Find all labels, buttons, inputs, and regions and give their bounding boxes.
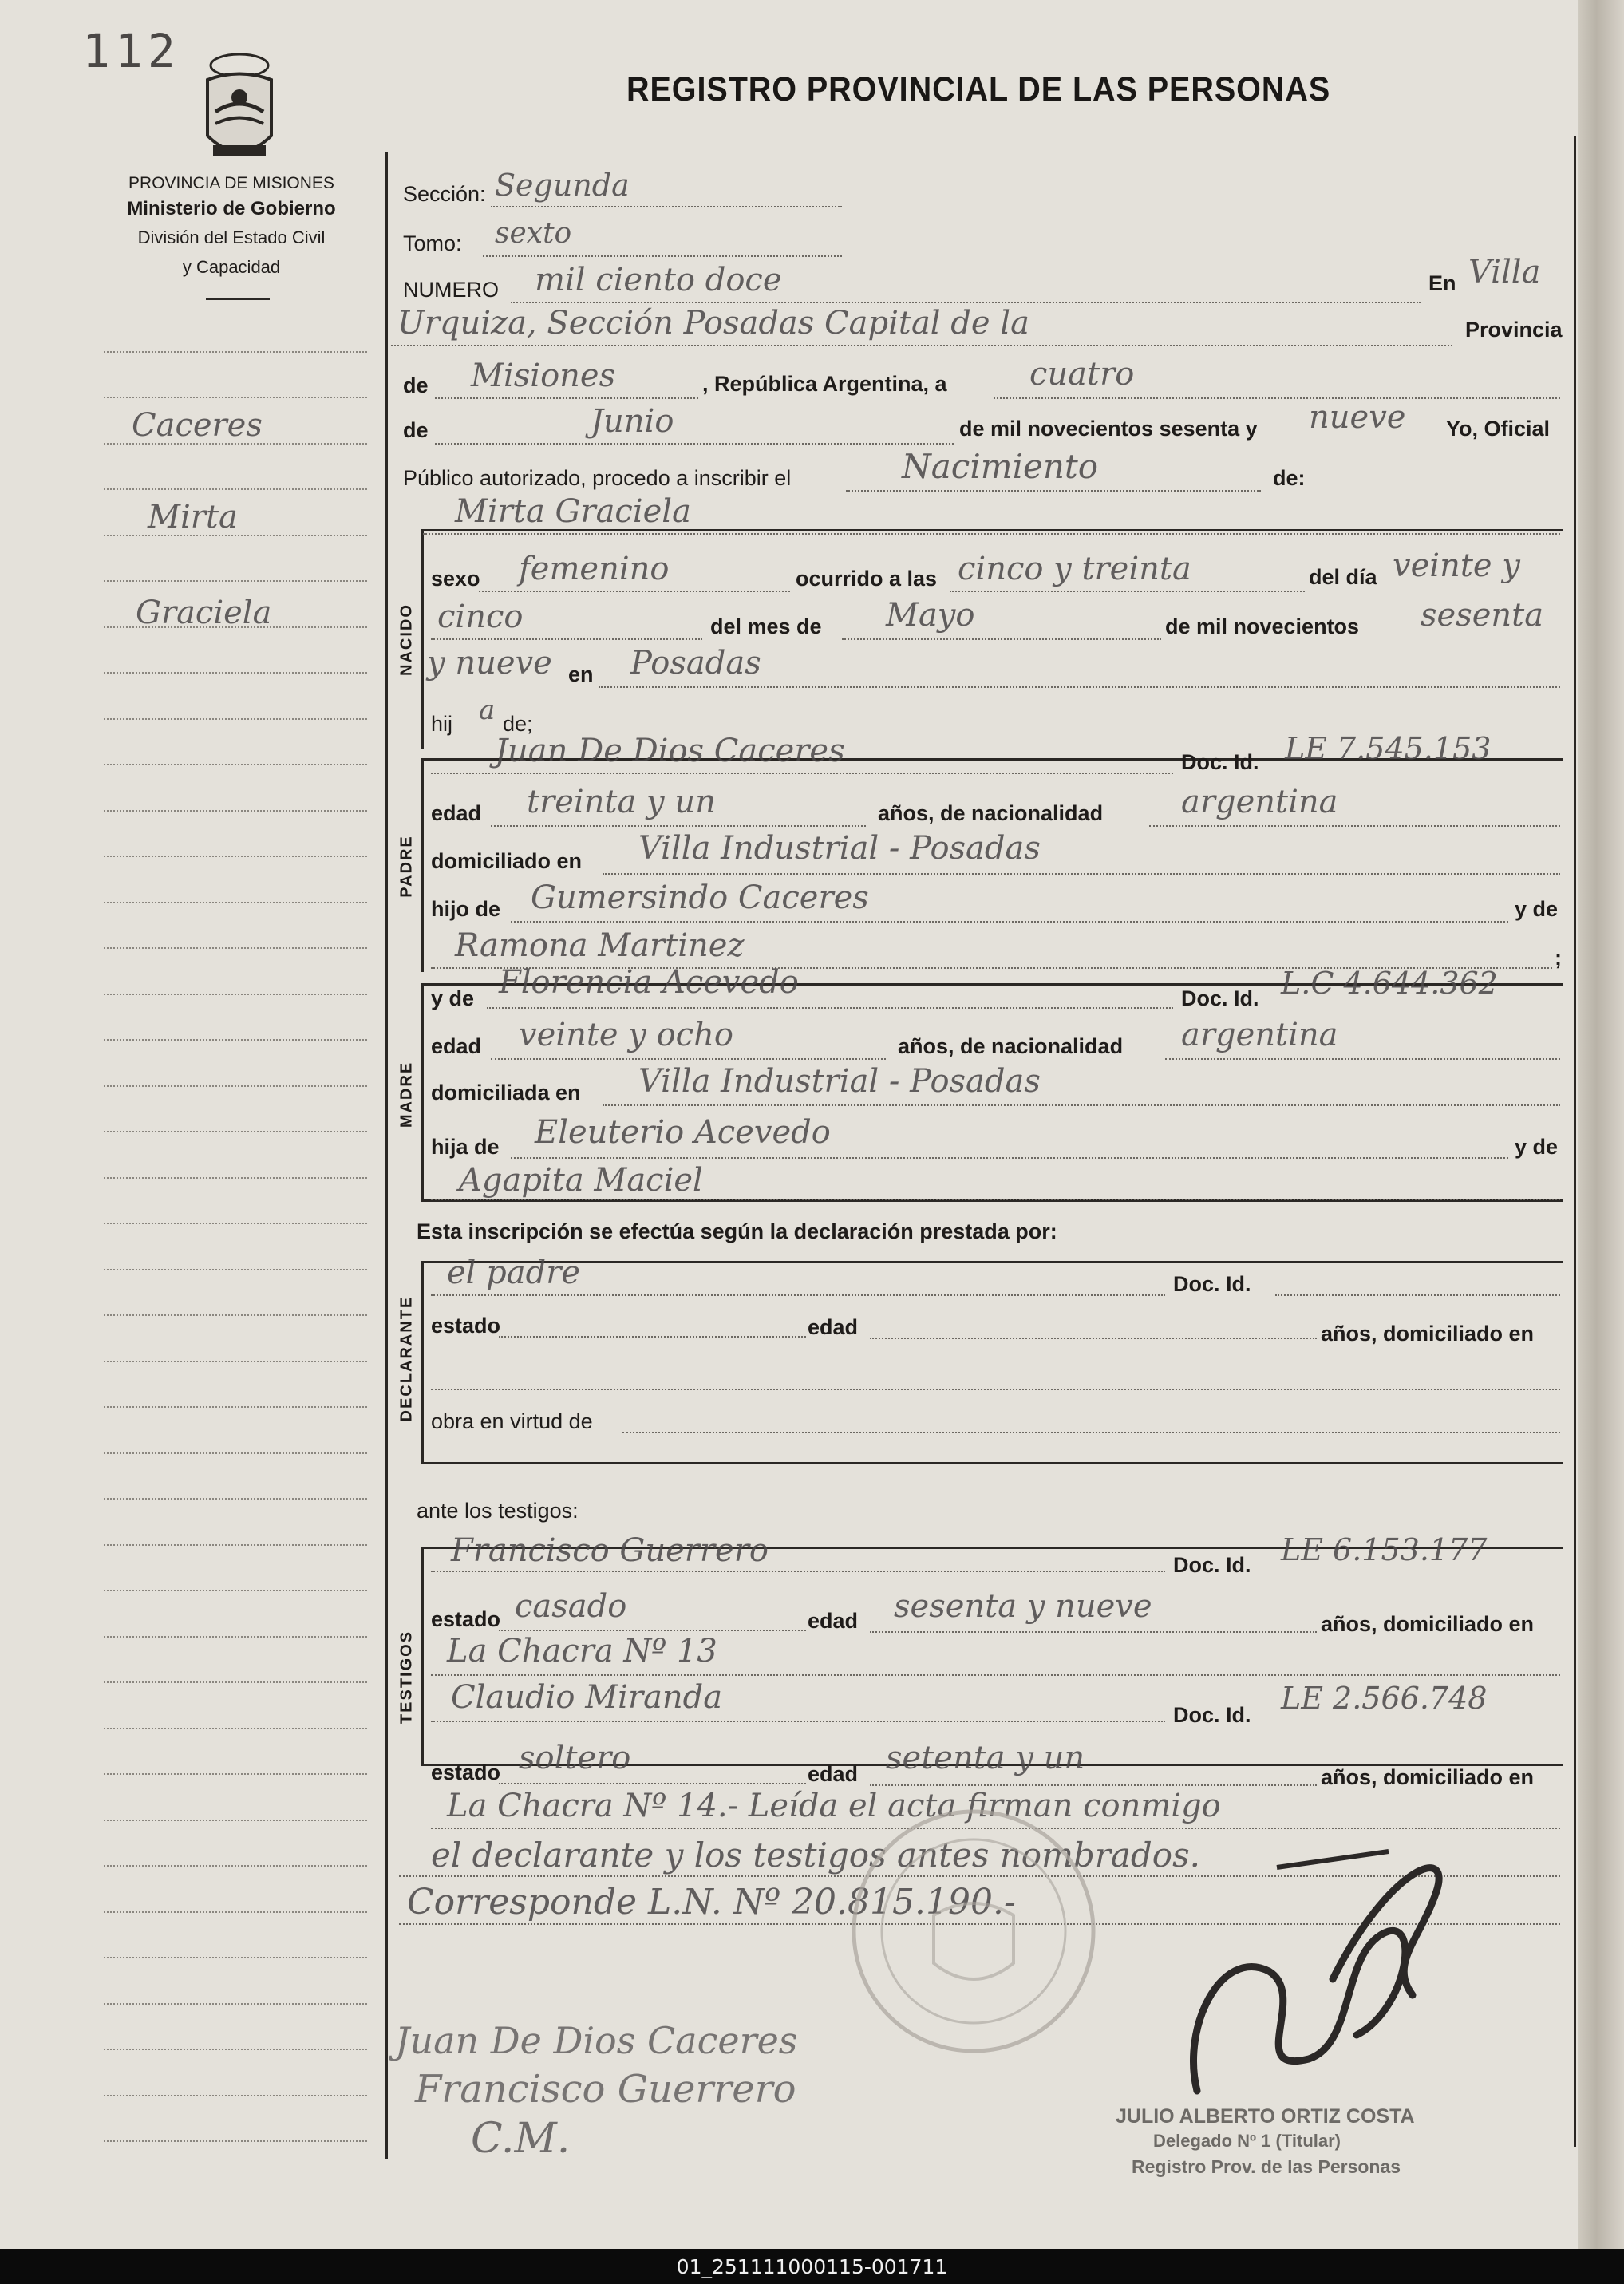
margin-line xyxy=(104,2140,367,2142)
numero-value: mil ciento doce xyxy=(535,262,782,298)
seccion-line xyxy=(491,206,842,207)
anio-1-value: sesenta xyxy=(1421,597,1544,634)
divider xyxy=(206,298,270,300)
madre-nac-label: años, de nacionalidad xyxy=(898,1034,1124,1058)
place-value: Urquiza, Sección Posadas Capital de la xyxy=(397,305,1029,342)
padre-y-de-label: y de xyxy=(1515,897,1559,921)
margin-line xyxy=(104,718,367,720)
madre-y-de-label-2: y de xyxy=(1515,1135,1559,1159)
nacido-mil-label: de mil novecientos xyxy=(1165,614,1360,638)
mil-label: de mil novecientos sesenta y xyxy=(959,417,1258,441)
place-line xyxy=(391,345,1452,346)
madre-doc-value: L.C 4.644.362 xyxy=(1281,966,1498,1001)
margin-line xyxy=(104,1452,367,1454)
margin-line xyxy=(104,580,367,582)
declarante-edad-line xyxy=(870,1338,1317,1339)
madre-doc-label: Doc. Id. xyxy=(1181,986,1259,1010)
nombre-value: Mirta Graciela xyxy=(455,493,691,530)
sexo-value: femenino xyxy=(519,551,670,587)
margin-note-first-name: Mirta xyxy=(148,499,238,535)
de-label: de xyxy=(403,373,429,397)
declarante-doc-line xyxy=(1275,1294,1560,1296)
padre-semicolon: ; xyxy=(1555,946,1562,970)
province-value: Misiones xyxy=(471,358,616,394)
en-label: En xyxy=(1428,271,1456,295)
nombre-line xyxy=(423,533,1560,535)
padre-edad-line xyxy=(491,825,866,827)
en-value: Villa xyxy=(1468,254,1541,290)
madre-side-label: MADRE xyxy=(397,1061,416,1128)
seccion-label: Sección: xyxy=(403,182,486,206)
t1-domicilio-line xyxy=(431,1674,1560,1676)
t1-doc-value: LE 6.153.177 xyxy=(1281,1532,1488,1567)
t1-nombre-value: Francisco Guerrero xyxy=(451,1532,769,1569)
province-line xyxy=(435,397,698,399)
testigos-side-label: TESTIGOS xyxy=(397,1630,416,1725)
margin-line xyxy=(104,1314,367,1316)
padre-nac-line xyxy=(1149,825,1560,827)
declarante-nombre-line xyxy=(431,1294,1165,1296)
t2-edad-label: edad xyxy=(808,1762,859,1786)
t1-estado-label: estado xyxy=(431,1607,501,1631)
madre-nombre-line xyxy=(487,1007,1173,1009)
t1-doc-label: Doc. Id. xyxy=(1173,1553,1251,1577)
province-label: PROVINCIA DE MISIONES xyxy=(128,174,334,192)
padre-domicilio-label: domiciliado en xyxy=(431,849,583,873)
signature-declarante: Juan De Dios Caceres xyxy=(395,2019,798,2062)
margin-note-second-name: Graciela xyxy=(136,595,272,631)
margin-line xyxy=(104,1728,367,1729)
dia-1-value: veinte y xyxy=(1393,547,1520,584)
nacido-mes-line xyxy=(842,638,1161,640)
madre-domicilio-value: Villa Industrial - Posadas xyxy=(638,1063,1041,1100)
numero-label: NUMERO xyxy=(403,278,499,302)
declarante-domicilio-line xyxy=(431,1389,1560,1390)
madre-nombre-value: Florencia Acevedo xyxy=(499,964,799,1001)
lugar-value: Posadas xyxy=(630,645,761,682)
margin-line xyxy=(104,1361,367,1362)
testigos-intro: ante los testigos: xyxy=(417,1499,579,1523)
hora-line xyxy=(950,591,1305,592)
declarante-edad-label: edad xyxy=(808,1315,859,1339)
hij-de-label: de; xyxy=(503,712,533,736)
padre-edad-label: edad xyxy=(431,801,482,825)
page-edge xyxy=(1578,0,1624,2249)
capacity-label: y Capacidad xyxy=(182,257,281,277)
margin-line xyxy=(104,764,367,765)
closing-line-2: Corresponde L.N. Nº 20.815.190.- xyxy=(407,1882,1016,1922)
margin-line xyxy=(104,810,367,812)
de-label-2: de xyxy=(403,418,429,442)
sexo-label: sexo xyxy=(431,567,480,591)
t1-estado-value: casado xyxy=(515,1588,627,1625)
t1-edad-value: sesenta y nueve xyxy=(894,1588,1152,1625)
nacido-frame xyxy=(421,529,424,749)
margin-line xyxy=(104,994,367,995)
t2-doc-value: LE 2.566.748 xyxy=(1281,1681,1488,1716)
declarante-anos-label: años, domiciliado en xyxy=(1321,1322,1535,1346)
margin-line xyxy=(104,947,367,949)
testigos-frame xyxy=(421,1547,424,1764)
seccion-value: Segunda xyxy=(495,168,630,203)
madre-edad-label: edad xyxy=(431,1034,482,1058)
hij-suffix: a xyxy=(479,694,496,726)
padre-nac-label: años, de nacionalidad xyxy=(878,801,1104,825)
madre-edad-line xyxy=(491,1058,886,1060)
margin-line xyxy=(104,351,367,353)
provincia-label: Provincia xyxy=(1465,318,1563,342)
t1-domicilio-value: La Chacra Nº 13 xyxy=(447,1633,717,1670)
oficial-label: Yo, Oficial xyxy=(1446,417,1551,441)
padre-madre-de-value: Ramona Martinez xyxy=(455,927,745,964)
dia-line xyxy=(994,397,1560,399)
declarante-estado-label: estado xyxy=(431,1314,501,1338)
main-frame-left xyxy=(385,152,388,2159)
padre-doc-label: Doc. Id. xyxy=(1181,750,1259,774)
margin-line xyxy=(104,1131,367,1132)
declarante-obra-line xyxy=(622,1432,1560,1433)
sexo-line xyxy=(479,591,790,592)
madre-domicilio-label: domiciliada en xyxy=(431,1081,581,1104)
official-stamp-name: JULIO ALBERTO ORTIZ COSTA xyxy=(1116,2105,1415,2128)
t1-nombre-line xyxy=(431,1571,1165,1572)
margin-line xyxy=(104,2049,367,2050)
binding-edge xyxy=(1574,136,1576,2147)
margin-line xyxy=(104,1773,367,1775)
t2-estado-line xyxy=(499,1783,806,1784)
t1-anos-label: años, domiciliado en xyxy=(1321,1612,1535,1636)
del-mes-label: del mes de xyxy=(710,614,822,638)
mes-line xyxy=(435,443,954,445)
declarante-intro: Esta inscripción se efectúa según la declaración prestada por: xyxy=(417,1219,1057,1243)
t2-estado-label: estado xyxy=(431,1760,501,1784)
anio-2-value: y nueve xyxy=(427,645,552,682)
margin-line xyxy=(104,1406,367,1408)
republica-label: , República Argentina, a xyxy=(702,372,947,396)
t2-doc-label: Doc. Id. xyxy=(1173,1703,1251,1727)
anio-value: nueve xyxy=(1309,399,1406,436)
margin-line xyxy=(104,1223,367,1224)
madre-nacionalidad-value: argentina xyxy=(1181,1017,1338,1053)
padre-padre-de-value: Gumersindo Caceres xyxy=(531,879,869,916)
hij-label: hij xyxy=(431,712,453,736)
margin-line xyxy=(104,1269,367,1270)
t2-nombre-line xyxy=(431,1721,1165,1722)
padre-nombre-value: Juan De Dios Caceres xyxy=(495,733,845,769)
declarante-side-label: DECLARANTE xyxy=(397,1295,416,1422)
margin-line xyxy=(104,1865,367,1867)
filename-footer: 01_251111000115-001711 xyxy=(0,2249,1624,2284)
dia-2-value: cinco xyxy=(437,599,524,635)
ocurrido-label: ocurrido a las xyxy=(796,567,938,591)
document-title: REGISTRO PROVINCIAL DE LAS PERSONAS xyxy=(626,70,1331,109)
province-seal-icon xyxy=(196,48,283,168)
t2-anos-label: años, domiciliado en xyxy=(1321,1765,1535,1789)
t1-edad-line xyxy=(870,1631,1317,1633)
margin-line xyxy=(104,1177,367,1179)
t1-estado-line xyxy=(499,1630,806,1631)
folio-number: 112 xyxy=(82,24,180,78)
padre-side-label: PADRE xyxy=(397,835,416,898)
registry-seal-stamp xyxy=(846,1804,1101,2059)
padre-domicilio-value: Villa Industrial - Posadas xyxy=(638,830,1041,867)
margin-line xyxy=(104,1039,367,1041)
official-stamp-office: Registro Prov. de las Personas xyxy=(1132,2156,1401,2177)
madre-edad-value: veinte y ocho xyxy=(519,1017,733,1053)
acto-value: Nacimiento xyxy=(902,447,1099,486)
margin-line xyxy=(104,2095,367,2096)
madre-nac-line xyxy=(1165,1058,1560,1060)
dia-2-line xyxy=(431,638,702,640)
tomo-label: Tomo: xyxy=(403,231,462,255)
signature-testigo-2: C.M. xyxy=(471,2115,571,2163)
t2-estado-value: soltero xyxy=(519,1740,631,1776)
madre-hija-label: hija de xyxy=(431,1135,500,1159)
madre-domicilio-line xyxy=(603,1104,1560,1106)
nacido-en-label: en xyxy=(568,662,594,686)
official-signature-icon xyxy=(1149,1772,1484,2123)
padre-doc-value: LE 7.545.153 xyxy=(1285,731,1492,766)
declarante-frame xyxy=(421,1261,424,1462)
t2-edad-value: setenta y un xyxy=(886,1740,1085,1776)
margin-line xyxy=(104,488,367,490)
margin-line xyxy=(104,672,367,674)
madre-frame xyxy=(421,983,424,1200)
padre-hijo-line xyxy=(511,921,1508,923)
declarante-doc-label: Doc. Id. xyxy=(1173,1272,1251,1296)
section-rule xyxy=(421,1261,1563,1263)
de-colon-label: de: xyxy=(1273,466,1306,490)
division-label: División del Estado Civil xyxy=(137,227,326,247)
margin-line xyxy=(104,856,367,857)
margin-line xyxy=(104,1544,367,1546)
t1-edad-label: edad xyxy=(808,1609,859,1633)
signature-testigo-1: Francisco Guerrero xyxy=(415,2067,796,2112)
mes-value: Junio xyxy=(591,403,674,440)
margin-line xyxy=(104,902,367,903)
declarante-obra-label: obra en virtud de xyxy=(431,1409,593,1433)
hora-value: cinco y treinta xyxy=(958,551,1191,587)
padre-domicilio-line xyxy=(603,873,1560,875)
declarante-estado-line xyxy=(499,1336,806,1338)
margin-note-surname: Caceres xyxy=(132,407,263,444)
madre-hija-line xyxy=(511,1157,1508,1159)
padre-hijo-label: hijo de xyxy=(431,897,500,921)
numero-line xyxy=(511,302,1421,303)
acto-line xyxy=(846,490,1261,492)
lugar-line xyxy=(599,686,1560,688)
madre-y-de-label: y de xyxy=(431,986,475,1010)
declarante-nombre-value: el padre xyxy=(447,1255,581,1291)
nacido-mes-value: Mayo xyxy=(886,597,975,634)
margin-line xyxy=(104,397,367,398)
official-stamp-role: Delegado Nº 1 (Titular) xyxy=(1153,2131,1341,2151)
margin-line xyxy=(104,1498,367,1500)
t2-nombre-value: Claudio Miranda xyxy=(451,1679,723,1716)
margin-line xyxy=(104,1636,367,1638)
margin-line xyxy=(104,1820,367,1821)
nacido-side-label: NACIDO xyxy=(397,603,416,676)
margin-line xyxy=(104,1590,367,1591)
t2-domicilio-value: La Chacra Nº 14.- Leída el acta firman conmigo xyxy=(447,1788,1221,1824)
dia-value: cuatro xyxy=(1029,356,1135,393)
margin-line xyxy=(104,2003,367,2005)
margin-line xyxy=(104,1957,367,1958)
tomo-value: sexto xyxy=(495,217,572,250)
padre-edad-value: treinta y un xyxy=(527,784,716,820)
madre-madre-de-value: Agapita Maciel xyxy=(459,1162,703,1199)
madre-padre-de-value: Eleuterio Acevedo xyxy=(535,1114,831,1151)
margin-line xyxy=(104,1085,367,1087)
ministry-label: Ministerio de Gobierno xyxy=(127,198,336,219)
publico-label: Público autorizado, procedo a inscribir el xyxy=(403,466,792,490)
margin-line xyxy=(104,1911,367,1913)
padre-frame xyxy=(421,758,424,972)
margin-line xyxy=(104,1681,367,1683)
padre-nacionalidad-value: argentina xyxy=(1181,784,1338,820)
section-rule xyxy=(421,1462,1563,1464)
closing-line-1: el declarante y los testigos antes nombrados. xyxy=(431,1835,1200,1875)
tomo-line xyxy=(483,255,842,257)
del-dia-label: del día xyxy=(1309,565,1377,589)
padre-nombre-line xyxy=(431,773,1173,774)
madre-madre-line xyxy=(431,1199,1560,1200)
